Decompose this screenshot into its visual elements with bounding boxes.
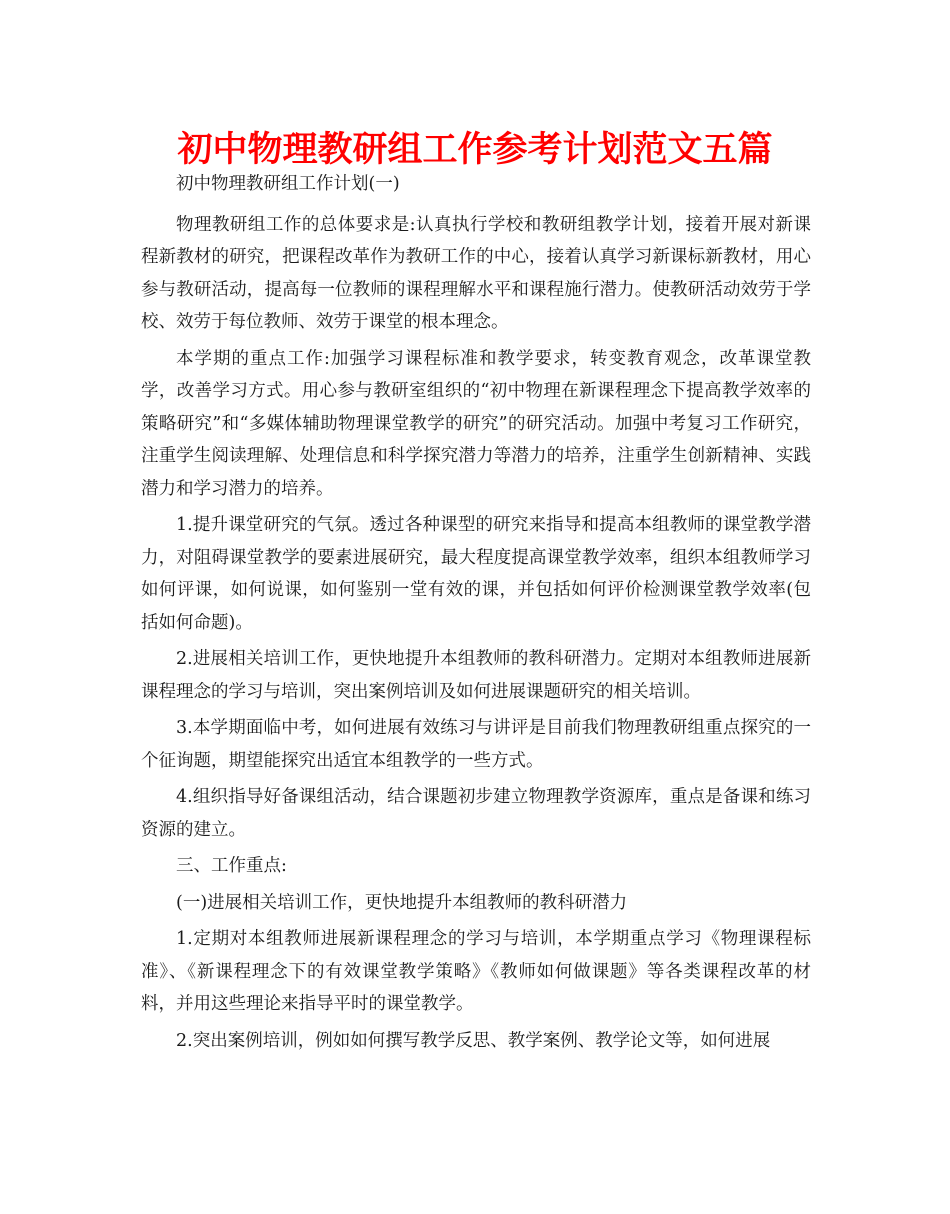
paragraph: 1.定期对本组教师进展新课程理念的学习与培训，本学期重点学习《物理课程标准》、《新课程理念下的有效课堂教学策略》《教师如何做课题》等各类课程改革的材料，并用这些理论来指导平时的课堂教学。	[141, 929, 811, 1014]
paragraph: 本学期的重点工作:加强学习课程标准和教学要求，转变教育观念，改革课堂教学，改善学习方式。用心参与教研室组织的“初中物理在新课程理念下提高教学效率的策略研究”和“多媒体辅助物理课堂教学的研究”的研究活动。加强中考复习工作研究，注重学生阅读理解、处理信息和科学探究潜力等潜力的培养，注重学生创新精神、实践潜力和学习潜力的培养。	[141, 348, 811, 499]
paragraph: 三、工作重点:	[176, 856, 287, 876]
paragraph: 1.提升课堂研究的气氛。透过各种课型的研究来指导和提高本组教师的课堂教学潜力，对阻碍课堂教学的要素进展研究，最大程度提高课堂教学效率，组织本组教师学习如何评课，如何说课，如何鉴别一堂有效的课，并包括如何评价检测课堂教学效率(包括如何命题)。	[141, 515, 811, 633]
paragraph: 4.组织指导好备课组活动，结合课题初步建立物理教学资源库，重点是备课和练习资源的建立。	[141, 787, 811, 840]
paragraph: 物理教研组工作的总体要求是:认真执行学校和教研组教学计划，接着开展对新课程新教材的研究，把课程改革作为教研工作的中心，接着认真学习新课标新教材，用心参与教研活动，提高每一位教师的课程理解水平和课程施行潜力。使教研活动效劳于学校、效劳于每位教师、效劳于课堂的根本理念。	[141, 214, 811, 332]
paragraph: (一)进展相关培训工作，更快地提升本组教师的教科研潜力	[176, 892, 628, 913]
paragraph: 3.本学期面临中考，如何进展有效练习与讲评是目前我们物理教研组重点探究的一个征询题，期望能探究出适宜本组教学的一些方式。	[141, 718, 811, 771]
document-body	[141, 168, 811, 1061]
paragraph: 2.突出案例培训，例如如何撰写教学反思、教学案例、教学论文等，如何进展	[176, 1030, 771, 1051]
document-title: 初中物理教研组工作参考计划范文五篇	[177, 130, 773, 170]
section-heading: 初中物理教研组工作计划(一)	[176, 174, 400, 194]
paragraph: 2.进展相关培训工作，更快地提升本组教师的教科研潜力。定期对本组教师进展新课程理念的学习与培训，突出案例培训及如何进展课题研究的相关培训。	[141, 649, 811, 702]
